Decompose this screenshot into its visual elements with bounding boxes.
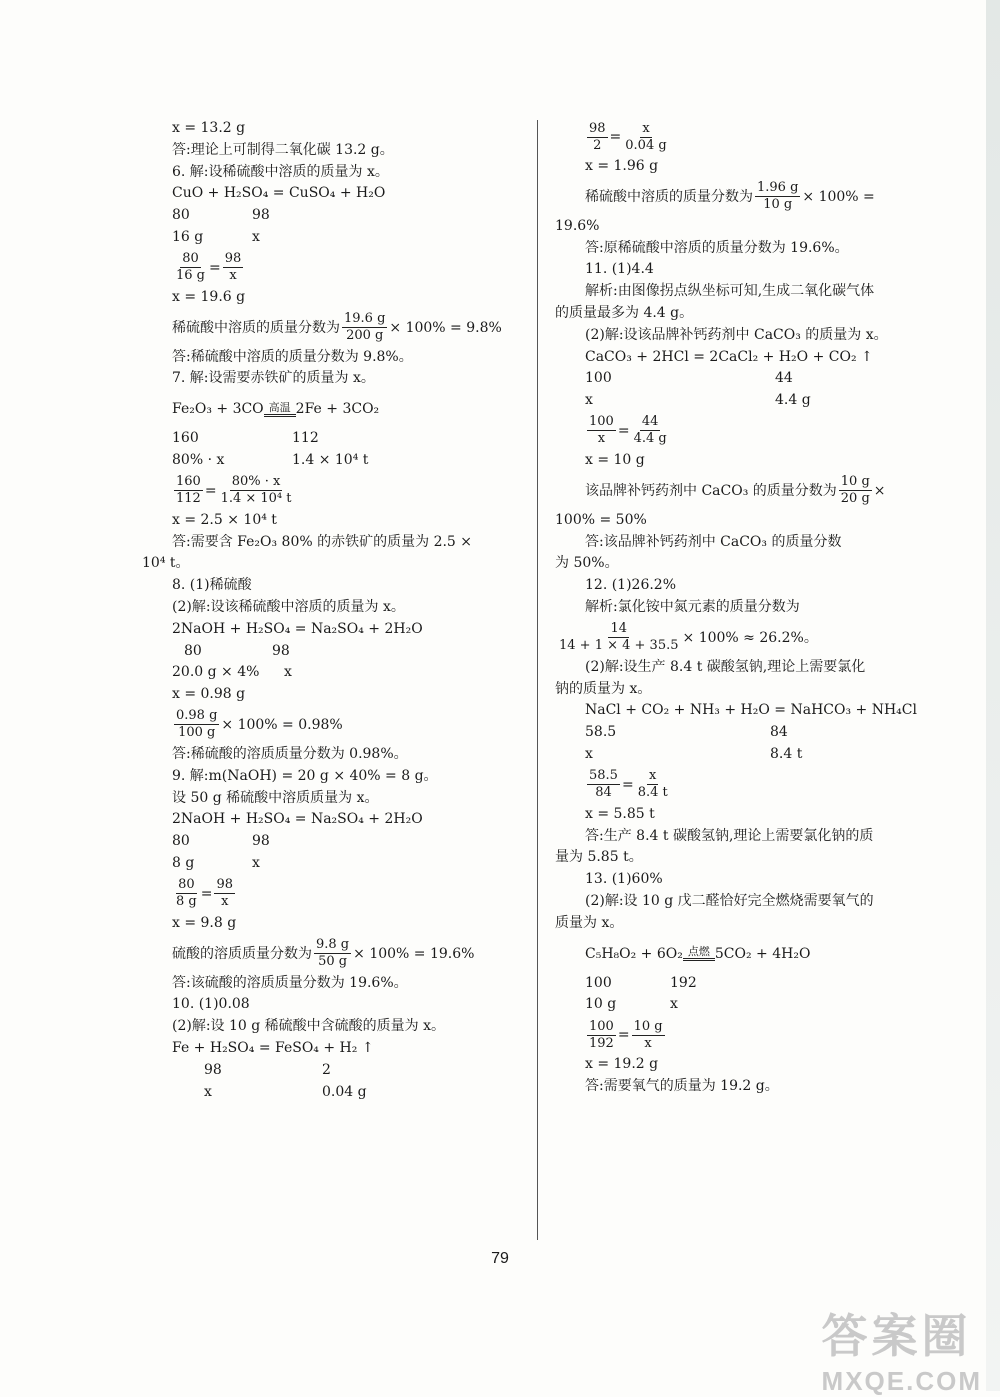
right-column xyxy=(555,118,970,1098)
answer-line: 10⁴ t。 xyxy=(142,555,190,572)
equation: CuO + H₂SO₄ = CuSO₄ + H₂O xyxy=(172,185,386,202)
column-divider xyxy=(537,120,538,1240)
text-line: x = 1.96 g xyxy=(585,158,659,174)
page-number: 79 xyxy=(491,1250,509,1267)
equation: Fe + H₂SO₄ = FeSO₄ + H₂ ↑ xyxy=(172,1039,374,1056)
proportion: $\frac{80}{8 g}$ = $\frac{98}{x}$ xyxy=(176,877,234,910)
ratio-row: 58.5 84 xyxy=(585,724,788,741)
ratio-row: x 4.4 g xyxy=(585,392,811,409)
text-line: x = 19.6 g xyxy=(172,288,246,305)
text-line: 100% = 50% xyxy=(555,511,647,528)
left-column xyxy=(142,118,517,1103)
text-line: (2)解:设该品牌补钙药剂中 CaCO₃ 的质量为 x。 xyxy=(585,326,888,343)
answer-line: 答:生产 8.4 t 碳酸氢钠,理论上需要氯化钠的质 xyxy=(585,827,874,844)
equation: 2NaOH + H₂SO₄ = Na₂SO₄ + 2H₂O xyxy=(172,620,423,637)
text-line: (2)解:设 10 g 戊二醛恰好完全燃烧需要氧气的 xyxy=(585,892,874,909)
ratio-row: 20.0 g × 4% x xyxy=(172,664,292,681)
proportion: $\frac{100}{x}$ = $\frac{44}{4.4 g}$ xyxy=(589,414,667,447)
text-line: (2)解:设该稀硫酸中溶质的质量为 x。 xyxy=(172,598,405,615)
page-edge xyxy=(986,0,1000,1391)
mass-fraction-line: $\frac{0.98 g}{100 g}$ × 100% = 0.98% xyxy=(176,708,343,741)
answer-line: 答:原稀硫酸中溶质的质量分数为 19.6%。 xyxy=(585,239,849,256)
text-line: x = 19.2 g xyxy=(585,1056,659,1073)
problem-heading: 9. 解:m(NaOH) = 20 g × 40% = 8 g。 xyxy=(172,767,438,784)
ratio-row: 160 112 xyxy=(172,430,319,447)
text-line: x = 10 g xyxy=(585,451,645,468)
answer-line: 答:需要含 Fe₂O₃ 80% 的赤铁矿的质量为 2.5 × xyxy=(172,533,473,550)
text-line: x = 0.98 g xyxy=(172,686,246,703)
text-line: 钠的质量为 x。 xyxy=(555,680,652,697)
answer-line: 量为 5.85 t。 xyxy=(555,849,643,866)
answer-line: 答:需要氧气的质量为 19.2 g。 xyxy=(585,1077,779,1094)
proportion: $\frac{80}{16 g}$ = $\frac{98}{x}$ xyxy=(176,251,242,284)
ratio-row: 80 98 xyxy=(172,833,270,850)
watermark-main-text: 答案圈 xyxy=(821,1310,972,1362)
problem-heading: 6. 解:设稀硫酸中溶质的质量为 x。 xyxy=(172,163,389,180)
answer-line: 答:稀硫酸的溶质质量分数为 0.98%。 xyxy=(172,745,408,762)
mass-fraction-line: 稀硫酸中溶质的质量分数为 $\frac{1.96 g}{10 g}$ × 100% = xyxy=(585,180,875,213)
answer-line: 答:稀硫酸中溶质的质量分数为 9.8%。 xyxy=(172,348,413,365)
problem-heading: 13. (1)60% xyxy=(585,871,663,888)
ratio-row: 10 g x xyxy=(585,996,678,1013)
text-line: 质量为 x。 xyxy=(555,914,624,931)
ratio-row: 98 2 xyxy=(204,1061,331,1078)
text-line: x = 2.5 × 10⁴ t xyxy=(172,511,277,528)
ratio-row: 80 98 xyxy=(184,642,290,659)
text-line: (2)解:设生产 8.4 t 碳酸氢钠,理论上需要氯化 xyxy=(585,658,866,675)
text-line: x = 5.85 t xyxy=(585,805,655,822)
equation: Fe₂O₃ + 3CO 高温 2Fe + 3CO₂ xyxy=(172,400,380,418)
answer-line: 为 50%。 xyxy=(555,555,619,572)
text-line: x = 9.8 g xyxy=(172,914,237,931)
text-line: 设 50 g 稀硫酸中溶质质量为 x。 xyxy=(172,789,379,806)
ratio-row: 80 98 xyxy=(172,207,270,224)
analysis-line: 的质量最多为 4.4 g。 xyxy=(555,304,694,321)
problem-heading: 7. 解:设需要赤铁矿的质量为 x。 xyxy=(172,370,375,387)
mass-fraction-line: 硫酸的溶质质量分数为 $\frac{9.8 g}{50 g}$ × 100% = 19.6% xyxy=(172,937,475,970)
equation: CaCO₃ + 2HCl = 2CaCl₂ + H₂O + CO₂ ↑ xyxy=(585,348,873,365)
ratio-row: 100 192 xyxy=(585,974,697,991)
proportion: $\frac{58.5}{84}$ = $\frac{x}{8.4 t}$ xyxy=(589,768,668,801)
watermark-sub-text: MXQE.COM xyxy=(821,1366,982,1396)
ratio-row: x 8.4 t xyxy=(585,745,803,762)
ratio-row: 8 g x xyxy=(172,854,260,871)
ratio-row: x 0.04 g xyxy=(204,1083,367,1100)
analysis-line: 解析:由图像拐点纵坐标可知,生成二氧化碳气体 xyxy=(585,283,875,300)
problem-heading: 10. (1)0.08 xyxy=(172,996,250,1013)
mass-fraction-line: 该品牌补钙药剂中 CaCO₃ 的质量分数为 $\frac{10 g}{20 g}$ × xyxy=(585,474,886,507)
proportion: $\frac{98}{2}$ = $\frac{x}{0.04 g}$ xyxy=(589,120,667,153)
watermark-logo xyxy=(822,1300,982,1397)
proportion: $\frac{160}{112}$ = $\frac{80\% \cdot x}{\text{1.4 × 10⁴ t}}$ xyxy=(176,474,292,507)
mass-fraction-line: 稀硫酸中溶质的质量分数为 $\frac{19.6 g}{200 g}$ × 100% = 9.8% xyxy=(172,311,502,344)
problem-heading: 8. (1)稀硫酸 xyxy=(172,577,252,594)
problem-heading: 11. (1)4.4 xyxy=(585,261,654,278)
equation: C₅H₈O₂ + 6O₂ 点燃 5CO₂ + 4H₂O xyxy=(585,945,811,962)
equation: NaCl + CO₂ + NH₃ + H₂O = NaHCO₃ + NH₄Cl xyxy=(585,702,917,719)
text-line: 19.6% xyxy=(555,217,600,234)
ratio-row: 16 g x xyxy=(172,228,260,245)
mass-fraction-line: $\frac{14}{14 + 1 \times 4 + 35.5}$ × 100% ≈ 26.2%。 xyxy=(559,621,818,654)
ratio-row: 80% · x 1.4 × 10⁴ t xyxy=(172,451,369,468)
text-line: x = 13.2 g xyxy=(172,120,246,136)
problem-heading: 12. (1)26.2% xyxy=(585,577,677,594)
answer-line: 答:该品牌补钙药剂中 CaCO₃ 的质量分数 xyxy=(585,533,842,550)
answer-line: 答:理论上可制得二氧化碳 13.2 g。 xyxy=(172,141,394,158)
equation: 2NaOH + H₂SO₄ = Na₂SO₄ + 2H₂O xyxy=(172,811,423,828)
ratio-row: 100 44 xyxy=(585,370,793,387)
analysis-line: 解析:氯化铵中氮元素的质量分数为 xyxy=(585,598,800,615)
answer-line: 答:该硫酸的溶质质量分数为 19.6%。 xyxy=(172,974,408,991)
text-line: (2)解:设 10 g 稀硫酸中含硫酸的质量为 x。 xyxy=(172,1018,446,1035)
proportion: $\frac{100}{192}$ = $\frac{10 g}{x}$ xyxy=(589,1018,663,1051)
